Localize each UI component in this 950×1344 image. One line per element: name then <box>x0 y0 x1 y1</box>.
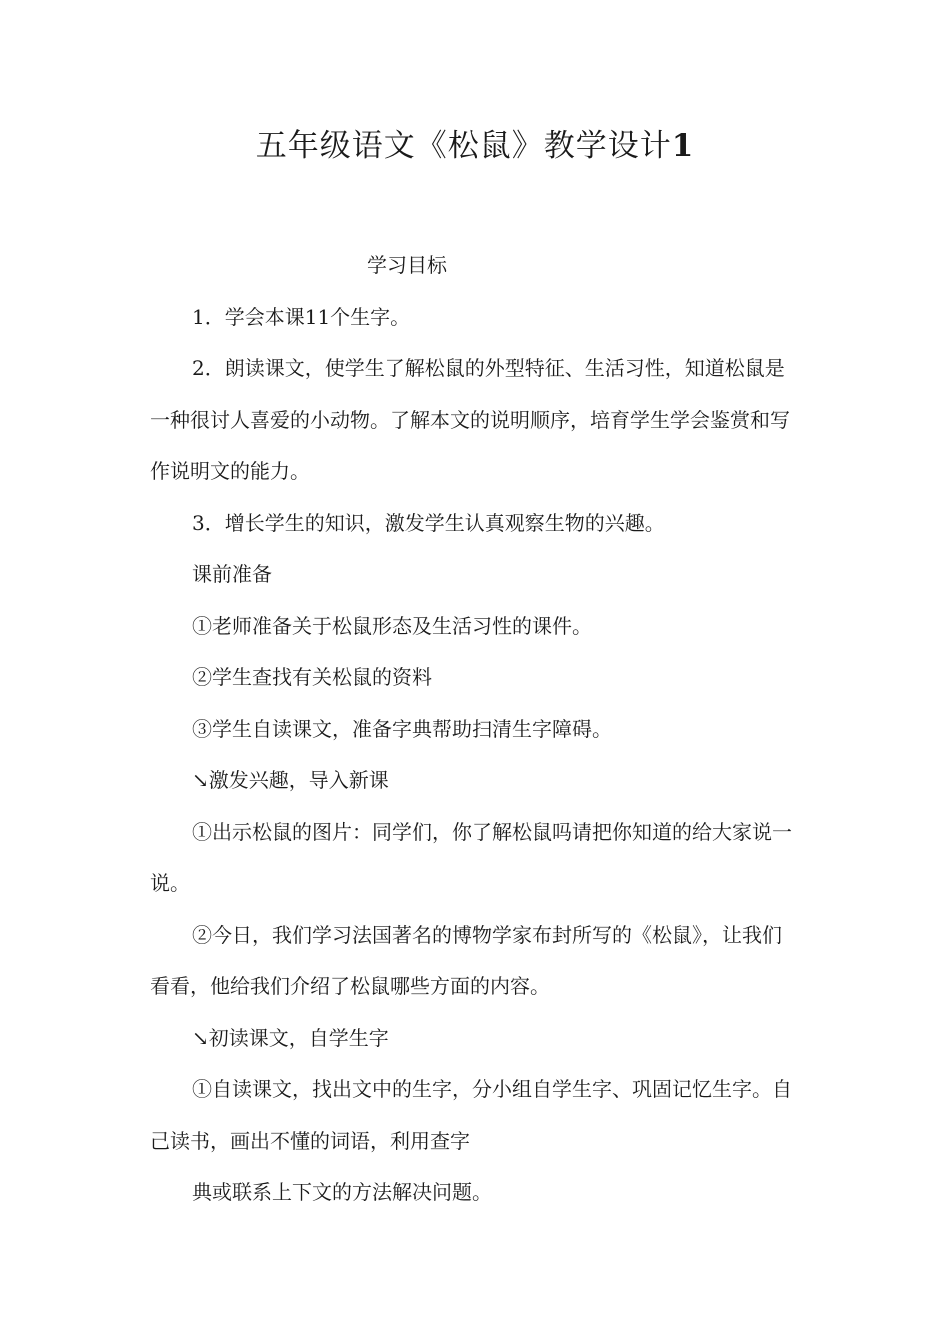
paragraph-intro-1: ①出示松鼠的图片：同学们，你了解松鼠吗请把你知道的给大家说一说。 <box>150 819 792 895</box>
paragraph-prep-1: ①老师准备关于松鼠形态及生活习性的课件。 <box>192 613 592 638</box>
heading-first-reading: ↘初读课文，自学生字 <box>192 1025 389 1050</box>
paragraph-goal-1: 1．学会本课11个生字。 <box>192 304 411 329</box>
paragraph-intro-2: ②今日，我们学习法国著名的博物学家布封所写的《松鼠》，让我们看看，他给我们介绍了松鼠哪些方面的内容。 <box>150 922 782 998</box>
heading-stimulate-interest: ↘激发兴趣，导入新课 <box>192 768 389 792</box>
title-text: 五年级语文《松鼠》教学设计 <box>255 128 672 164</box>
paragraph-goal-3: 3．增长学生的知识，激发学生认真观察生物的兴趣。 <box>192 510 665 535</box>
paragraph-reading-2: 典或联系上下文的方法解决问题。 <box>192 1180 492 1204</box>
paragraph-goal-2: 2．朗读课文，使学生了解松鼠的外型特征、生活习性，知道松鼠是一种很讨人喜爱的小动物。了解本文的说明顺序，培育学生学会鉴赏和写作说明文的能力。 <box>150 356 790 483</box>
document-body <box>150 240 800 1219</box>
title-number: 1 <box>671 128 695 164</box>
document-title <box>0 118 950 174</box>
heading-learning-goals: 学习目标 <box>367 253 447 277</box>
paragraph-reading-1: ①自读课文，找出文中的生字，分小组自学生字、巩固记忆生字。自己读书，画出不懂的词语，利用查字 <box>150 1077 792 1153</box>
paragraph-prep-3: ③学生自读课文，准备字典帮助扫清生字障碍。 <box>192 716 612 741</box>
paragraph-prep-2: ②学生查找有关松鼠的资料 <box>192 665 432 689</box>
heading-preparation: 课前准备 <box>192 562 272 586</box>
